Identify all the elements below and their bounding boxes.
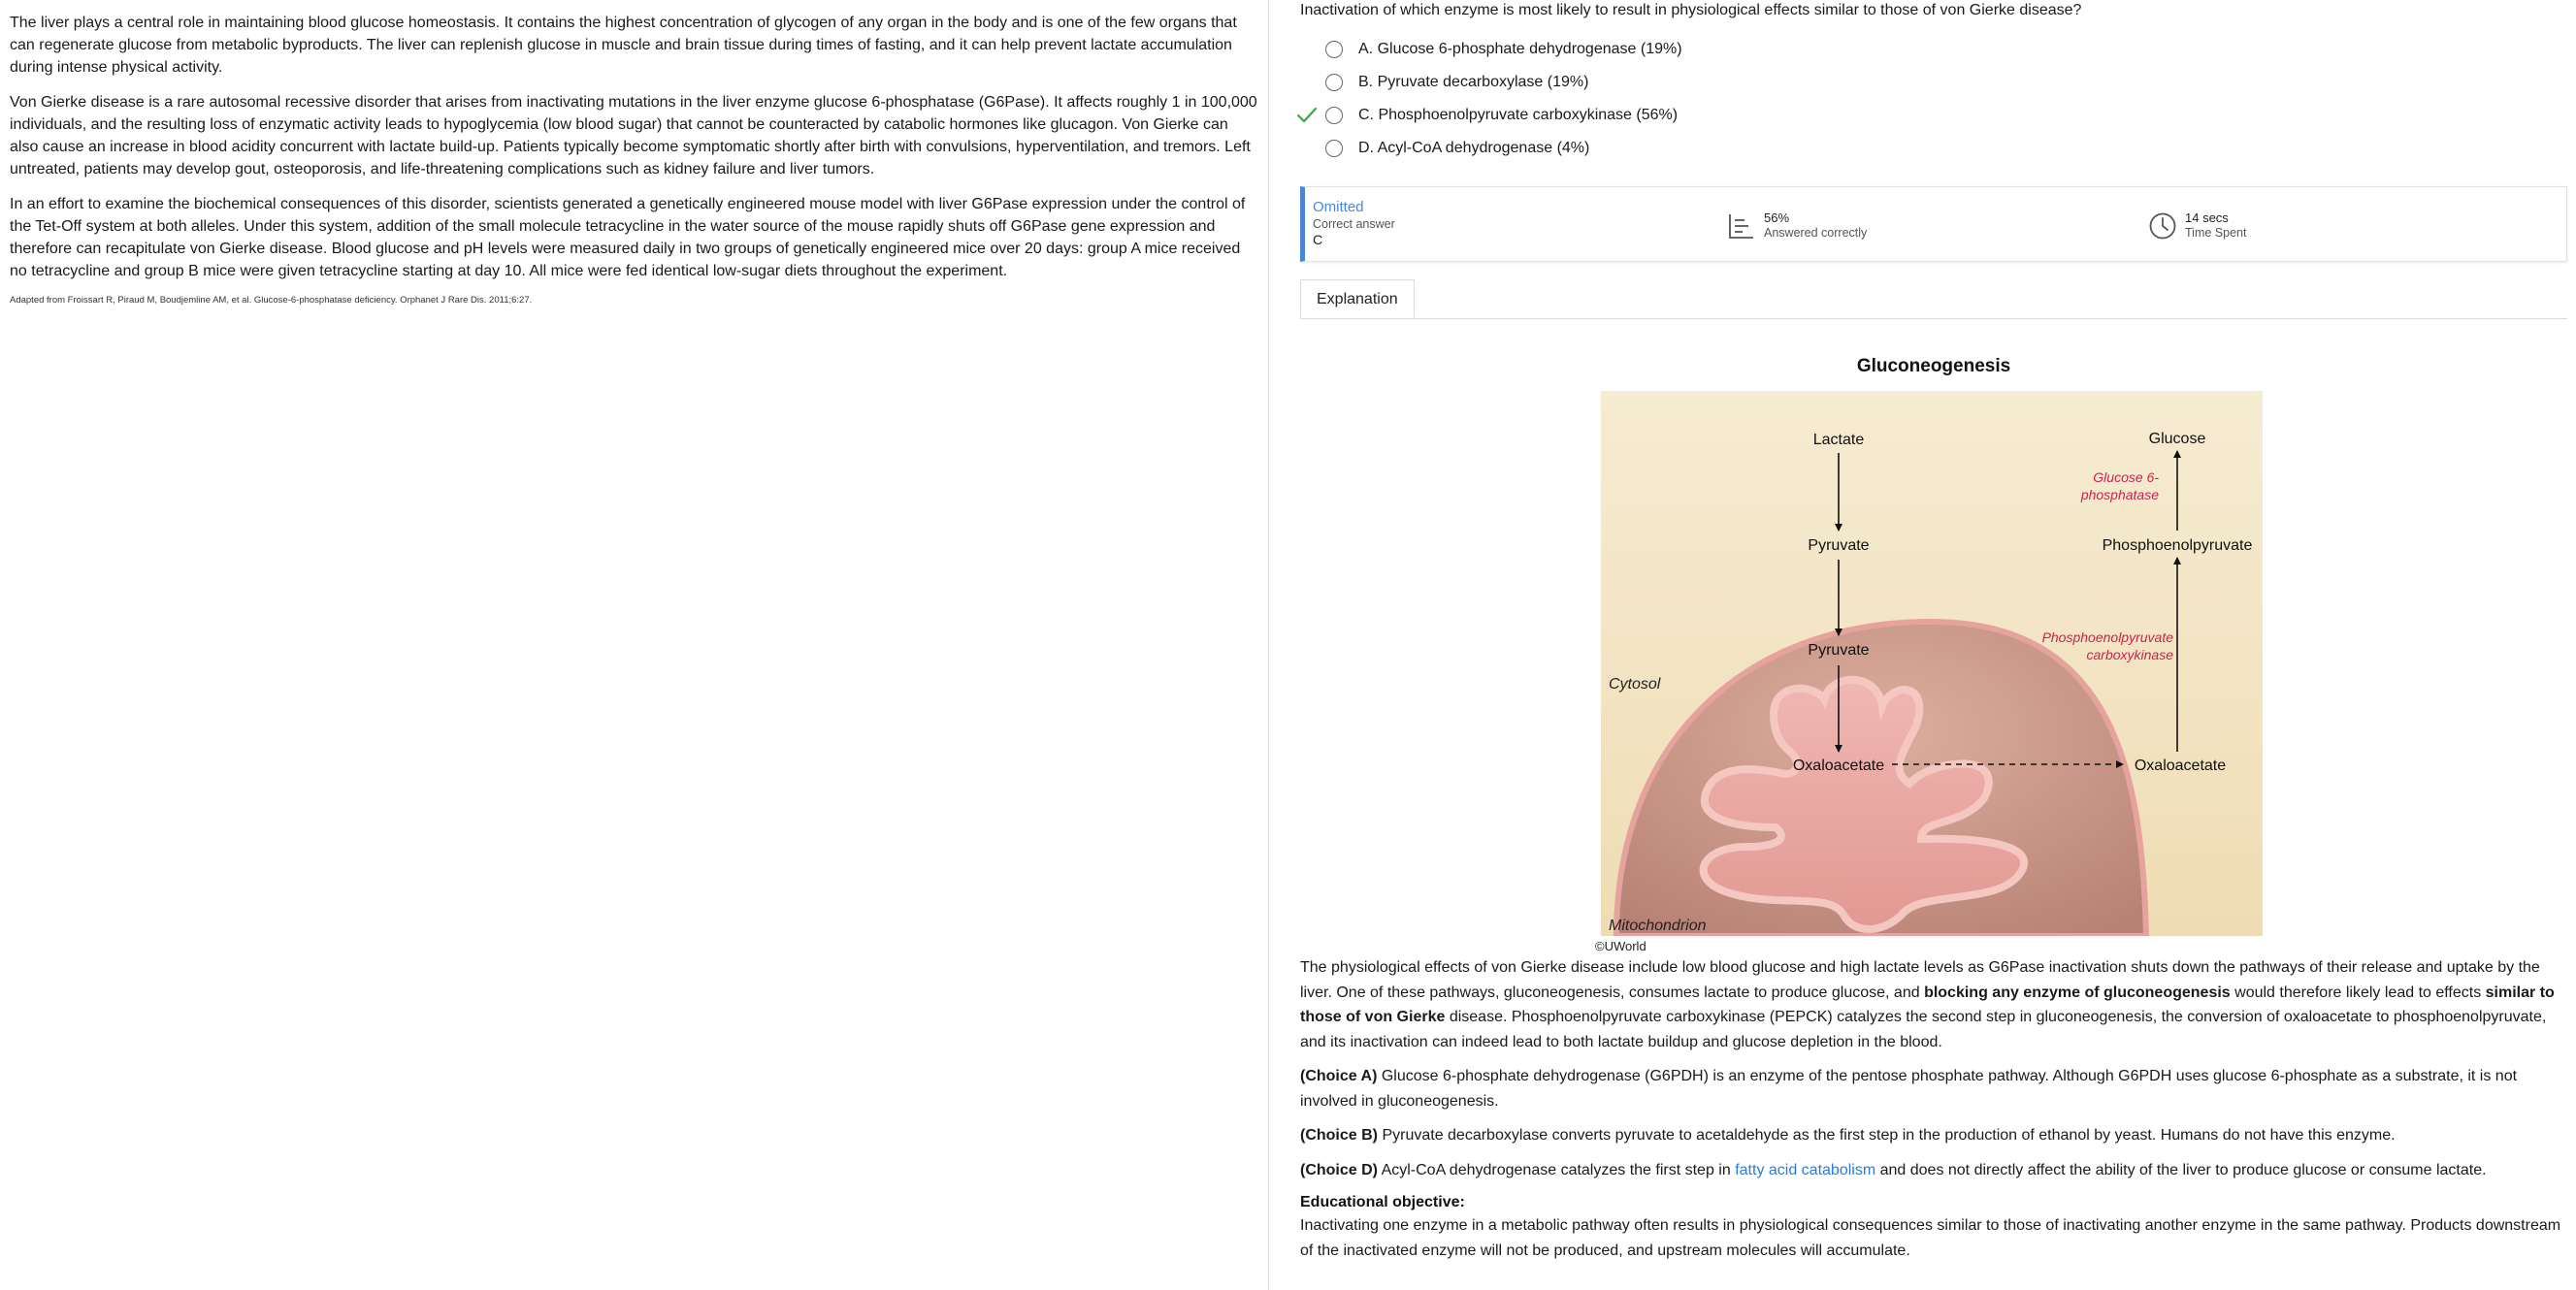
answer-choices (1300, 33, 2567, 165)
passage-citation: Adapted from Froissart R, Piraud M, Boudjemline AM, et al. Glucose-6-phosphatase deficiency. Orphanet J Rare Dis. 2011;6:27. (10, 295, 533, 306)
omitted-status (1313, 199, 1395, 248)
passage-pane (0, 0, 1269, 1290)
explanation-choice-d (1300, 1158, 2561, 1183)
fatty-acid-catabolism-link[interactable]: fatty acid catabolism (1735, 1161, 1876, 1178)
question-stem: Inactivation of which enzyme is most likely to result in physiological effects similar to those of von Gierke disease? (1300, 2, 2082, 18)
passage-paragraph-1: The liver plays a central role in maintaining blood glucose homeostasis. It contains the highest concentration of glycogen of any organ in the body and is one of the few organs that can regenerate glucose from metabolic byproducts. The liver can replenish glucose in muscle and brain tissue during times of fasting, and it can help prevent lactate accumulation during intense physical activity. (10, 15, 1237, 76)
choice-c-radio[interactable] (1325, 107, 1343, 124)
passage-paragraph-2: Von Gierke disease is a rare autosomal recessive disorder that arises from inactivating mutations in the liver enzyme glucose 6-phosphatase (G6Pase). It affects roughly 1 in 100,000 individuals, and the resulting loss of enzymatic activity leads to hypoglycemia (low blood sugar) that cannot be counteracted by catabolic hormones like glucagon. Von Gierke can also cause an increase in blood acidity concurrent with lactate build-up. Patients typically become symptomatic shortly after birth with convulsions, hyperventilation, and tremors. Left untreated, patients may develop gout, osteoporosis, and life-threatening complications such as kidney failure and liver tumors. (10, 94, 1257, 177)
question-pane (1300, 0, 2567, 1290)
label-glucose: Glucose (2148, 431, 2206, 447)
choice-a-heading: (Choice A) (1300, 1068, 1378, 1084)
percent-correct-stat (1727, 210, 1867, 241)
choice-b[interactable] (1300, 66, 2567, 99)
choice-b-label: B. Pyruvate decarboxylase (19%) (1358, 74, 1589, 90)
correct-answer-label: Correct answer (1313, 217, 1395, 231)
figure-title: Gluconeogenesis (1856, 356, 2011, 376)
choice-b-heading: (Choice B) (1300, 1127, 1378, 1144)
label-mitochondrion: Mitochondrion (1609, 918, 1707, 934)
explanation-choice-b (1300, 1123, 2561, 1148)
omitted-label: Omitted (1313, 199, 1364, 215)
percent-value: 56% (1764, 210, 1790, 225)
explanation-choice-a (1300, 1064, 2561, 1113)
explanation-emphasis: similar to those of von Gierke (1300, 984, 2555, 1025)
explanation-paragraph-1 (1300, 955, 2561, 1054)
bar-chart-icon (1727, 211, 1756, 241)
explanation-text: would therefore likely lead to effects (2230, 984, 2486, 1001)
gluconeogenesis-figure (1595, 391, 2263, 953)
explanation-body (1300, 955, 2561, 1263)
passage-paragraph-3: In an effort to examine the biochemical consequences of this disorder, scientists generated a genetically engineered mouse model with liver G6Pase expression under the control of the Tet-Off system at both alleles. Under this system, addition of the small molecule tetracycline in the water source of the mouse rapidly shuts off G6Pase gene expression and therefore can recapitulate von Gierke disease. Blood glucose and pH levels were measured daily in two groups of genetically engineered mice over 20 days: group A mice received no tetracycline and group B mice were given tetracycline starting at day 10. All mice were fed identical low-sugar diets throughout the experiment. (10, 196, 1246, 279)
choice-b-explanation: Pyruvate decarboxylase converts pyruvate to acetaldehyde as the first step in the production of ethanol by yeast. Humans do not have this enzyme. (1378, 1127, 2396, 1144)
time-label: Time Spent (2185, 226, 2247, 240)
choice-a-explanation: Glucose 6-phosphate dehydrogenase (G6PDH) is an enzyme of the pentose phosphate pathway. Although G6PDH uses glucose 6-phosphate as a substrate, it is not involved in gluconeogenesis. (1300, 1068, 2518, 1110)
clock-icon (2148, 211, 2177, 241)
choice-c-label: C. Phosphoenolpyruvate carboxykinase (56%) (1358, 107, 1679, 123)
percent-label: Answered correctly (1764, 226, 1868, 240)
choice-d-heading: (Choice D) (1300, 1161, 1378, 1178)
gluconeogenesis-diagram (1601, 391, 2263, 936)
label-pepck-line1: Phosphoenolpyruvate (2041, 629, 2173, 645)
copyright-notice: ©UWorld (1595, 939, 1647, 953)
choice-d-explanation: Acyl-CoA dehydrogenase catalyzes the first step in (1378, 1161, 1736, 1178)
choice-b-radio[interactable] (1325, 74, 1343, 91)
correct-check-icon (1296, 106, 1318, 125)
choice-c[interactable] (1300, 99, 2567, 132)
tab-bar (1300, 279, 2567, 319)
correct-answer-value: C (1313, 232, 1323, 247)
label-cytosol: Cytosol (1609, 676, 1661, 693)
choice-d-label: D. Acyl-CoA dehydrogenase (4%) (1358, 140, 1590, 156)
label-pyruvate-cytosol: Pyruvate (1808, 537, 1870, 554)
label-g6pase-line2: phosphatase (2080, 487, 2159, 502)
explanation-text: disease. Phosphoenolpyruvate carboxykinase (PEPCK) catalyzes the second step in gluconeogenesis, the conversion of oxaloacetate to phosphoenolpyruvate, and its inactivation can indeed lead to both lactate buildup and glucose depletion in the blood. (1300, 1009, 2547, 1050)
time-spent-stat (2148, 210, 2246, 241)
label-oxaloacetate-mitochondrion: Oxaloacetate (1792, 758, 1885, 774)
choice-a-label: A. Glucose 6-phosphate dehydrogenase (19%) (1358, 41, 1682, 57)
educational-objective-heading: Educational objective: (1300, 1194, 1465, 1210)
choice-d[interactable] (1300, 132, 2567, 165)
explanation-text: The physiological effects of von Gierke disease include low blood glucose and high lactate levels as G6Pase inactivation shuts down the pathways of their release and uptake by the liver. One of these pathways, gluconeogenesis, consumes lactate to produce glucose, and (1300, 959, 2540, 1001)
label-phosphoenolpyruvate: Phosphoenolpyruvate (2102, 537, 2253, 554)
choice-a-radio[interactable] (1325, 41, 1343, 58)
educational-objective-text: Inactivating one enzyme in a metabolic pathway often results in physiological consequences similar to those of inactivating another enzyme in the same pathway. Products downstream of the inactivated enzyme will not be produced, and upstream molecules will accumulate. (1300, 1217, 2561, 1259)
label-lactate: Lactate (1812, 432, 1865, 448)
time-value: 14 secs (2185, 210, 2229, 225)
explanation-emphasis: blocking any enzyme of gluconeogenesis (1924, 984, 2231, 1001)
choice-d-radio[interactable] (1325, 140, 1343, 157)
label-pepck-line2: carboxykinase (2086, 647, 2173, 662)
result-status-bar (1300, 186, 2567, 262)
choice-a[interactable] (1300, 33, 2567, 66)
label-oxaloacetate-cytosol: Oxaloacetate (2134, 758, 2227, 774)
choice-d-explanation-end: and does not directly affect the ability of the liver to produce glucose or consume lactate. (1875, 1161, 2487, 1178)
label-pyruvate-mitochondrion: Pyruvate (1808, 642, 1870, 659)
tab-explanation[interactable]: Explanation (1300, 279, 1415, 318)
label-g6pase-line1: Glucose 6- (2093, 469, 2159, 485)
